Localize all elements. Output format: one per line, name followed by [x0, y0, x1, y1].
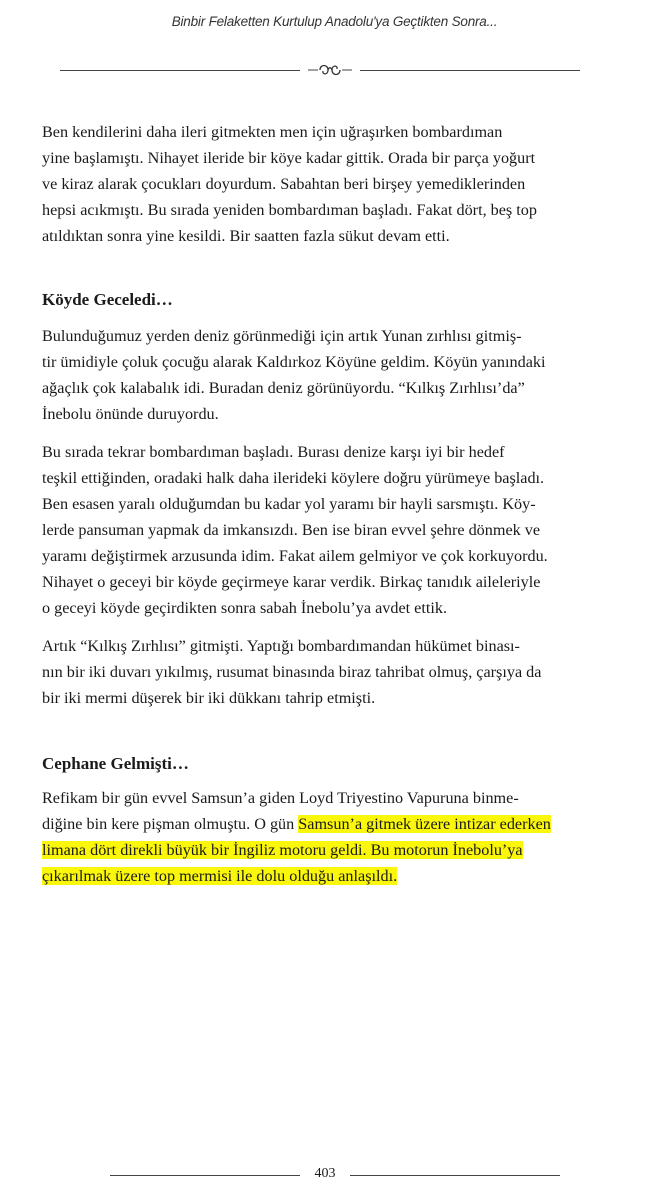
paragraph-kilkis-gitmisti — [42, 633, 622, 711]
page-body — [42, 119, 622, 901]
text-line: hepsi acıkmıştı. Bu sırada yeniden bombardıman başladı. Fakat dört, beş top — [42, 201, 537, 219]
text-line: yine başlamıştı. Nihayet ileride bir köye kadar gittik. Orada bir parça yoğurt — [42, 149, 536, 167]
text-line: İnebolu önünde duruyordu. — [42, 405, 219, 423]
text-line — [42, 837, 622, 863]
text-line — [42, 811, 622, 837]
text-line: teşkil ettiğinden, oradaki halk daha ilerideki köylere doğru yürümeye başladı. — [42, 469, 545, 487]
text-line: Artık “Kılkış Zırhlısı” gitmişti. Yaptığı bombardımandan hükümet binası- — [42, 637, 520, 655]
footer-rule-left — [110, 1175, 300, 1176]
text-line: ve kiraz alarak çocukları doyurdum. Sabahtan beri birşey yemediklerinden — [42, 175, 526, 193]
paragraph-kaldirkoz — [42, 323, 622, 427]
text-line: ağaçlık çok kalabalık idi. Buradan deniz görünüyordu. “Kılkış Zırhlısı’da” — [42, 379, 525, 397]
highlighted-text: limana dört direkli büyük bir İngiliz motoru geldi. Bu motorun İnebolu’ya — [42, 841, 523, 859]
text-line: bir iki mermi düşerek bir iki dükkanı tahrip etmişti. — [42, 689, 376, 707]
section-heading-koyde-geceledi: Köyde Geceledi… — [42, 290, 173, 309]
footer-rule-right — [350, 1175, 560, 1176]
paragraph-bombardment — [42, 119, 622, 249]
ornament-rule-left — [60, 70, 300, 71]
running-head: Binbir Felaketten Kurtulup Anadolu'ya Geçtikten Sonra... — [171, 14, 498, 29]
text-line: yaramı değiştirmek arzusunda idim. Fakat ailem gelmiyor ve çok korkuyordu. — [42, 547, 548, 565]
text-line: Ben esasen yaralı olduğumdan bu kadar yol yaramı bir hayli sarsmıştı. Köy- — [42, 495, 536, 513]
highlighted-text: çıkarılmak üzere top mermisi ile dolu olduğu anlaşıldı. — [42, 867, 398, 885]
paragraph-tekrar-bombardiman — [42, 439, 622, 621]
text-line: o geceyi köyde geçirdikten sonra sabah İnebolu’ya avdet ettik. — [42, 599, 447, 617]
page-number: 403 — [314, 1166, 336, 1181]
text-line: tir ümidiyle çoluk çocuğu alarak Kaldırkoz Köyüne geldim. Köyün yanındaki — [42, 353, 546, 371]
section-heading-cephane-gelmisti: Cephane Gelmişti… — [42, 754, 189, 773]
ornament-rule-right — [360, 70, 580, 71]
text-line: atıldıktan sonra yine kesildi. Bir saatten fazla sükut devam etti. — [42, 227, 450, 245]
text-line: nın bir iki duvarı yıkılmış, rusumat binasında biraz tahribat olmuş, çarşıya da — [42, 663, 542, 681]
text-line: Bulunduğumuz yerden deniz görünmediği için artık Yunan zırhlısı gitmiş- — [42, 327, 522, 345]
text-line: lerde pansuman yapmak da imkansızdı. Ben ise biran evvel şehre dönmek ve — [42, 521, 541, 539]
header-ornament — [60, 60, 580, 80]
text-line: Ben kendilerini daha ileri gitmekten men için uğraşırken bombardıman — [42, 123, 503, 141]
highlighted-text: Samsun’a gitmek üzere intizar ederken — [298, 815, 551, 833]
text-line: Refikam bir gün evvel Samsun’a giden Loyd Triyestino Vapuruna binme- — [42, 789, 519, 807]
text-line — [42, 863, 622, 889]
page-footer — [110, 1165, 590, 1185]
paragraph-cephane — [42, 785, 622, 889]
text-line: Nihayet o geceyi bir köyde geçirmeye karar verdik. Birkaç tanıdık aileleriyle — [42, 573, 541, 591]
text-plain: diğine bin kere pişman olmuştu. O gün — [42, 815, 299, 833]
scroll-ornament-icon — [306, 61, 354, 79]
text-line: Bu sırada tekrar bombardıman başladı. Burası denize karşı iyi bir hedef — [42, 443, 505, 461]
